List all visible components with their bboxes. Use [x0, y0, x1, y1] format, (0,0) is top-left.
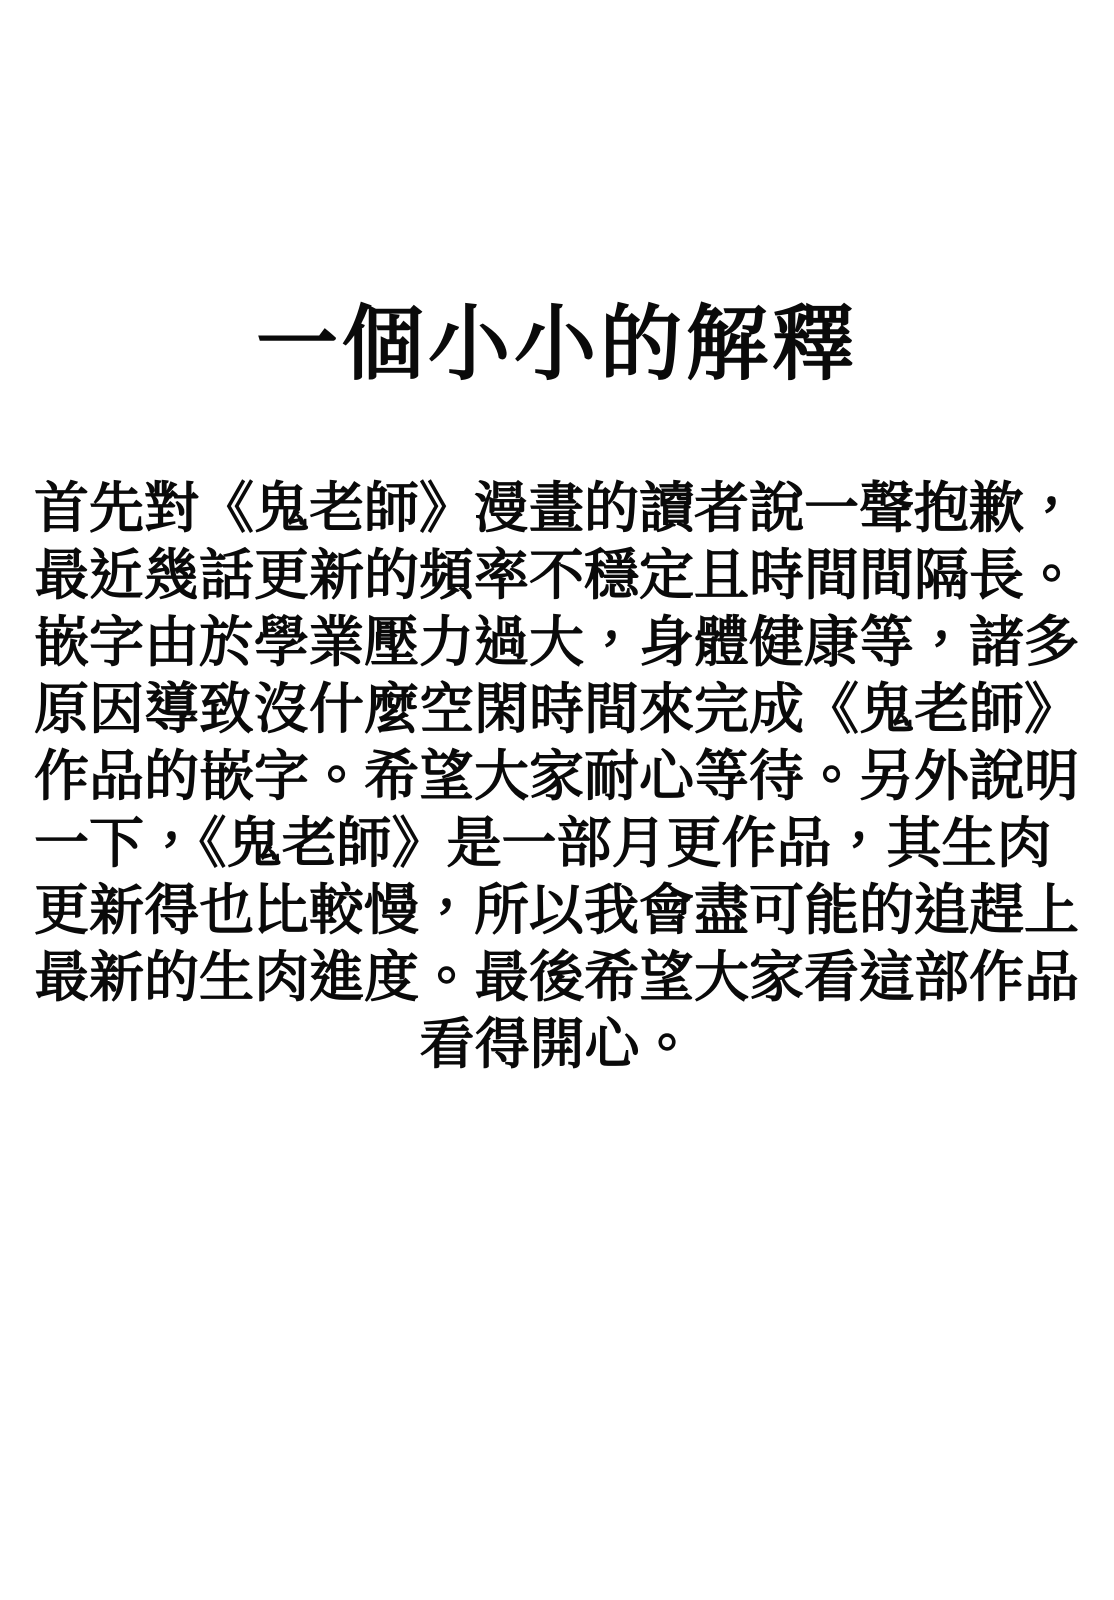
body-line: 看得開心。	[419, 1011, 695, 1076]
body-line: 作品的嵌字。希望大家耐心等待。另外說明	[34, 743, 1080, 808]
body-line: 嵌字由於學業壓力過大，身體健康等，諸多	[34, 609, 1080, 674]
body-line: 最近幾話更新的頻率不穩定且時間間隔長。	[34, 542, 1080, 607]
body-line: 首先對《鬼老師》漫畫的讀者說一聲抱歉，	[34, 475, 1080, 540]
body-line: 原因導致沒什麼空閑時間來完成《鬼老師》	[34, 676, 1080, 741]
body-line: 一下，《鬼老師》是一部月更作品，其生肉	[34, 810, 1052, 875]
body-text-block	[34, 474, 1080, 1077]
body-line: 更新得也比較慢，所以我會盡可能的追趕上	[34, 877, 1080, 942]
body-line: 最新的生肉進度。最後希望大家看這部作品	[34, 944, 1080, 1009]
page-title: 一個小小的解釋	[255, 295, 858, 392]
